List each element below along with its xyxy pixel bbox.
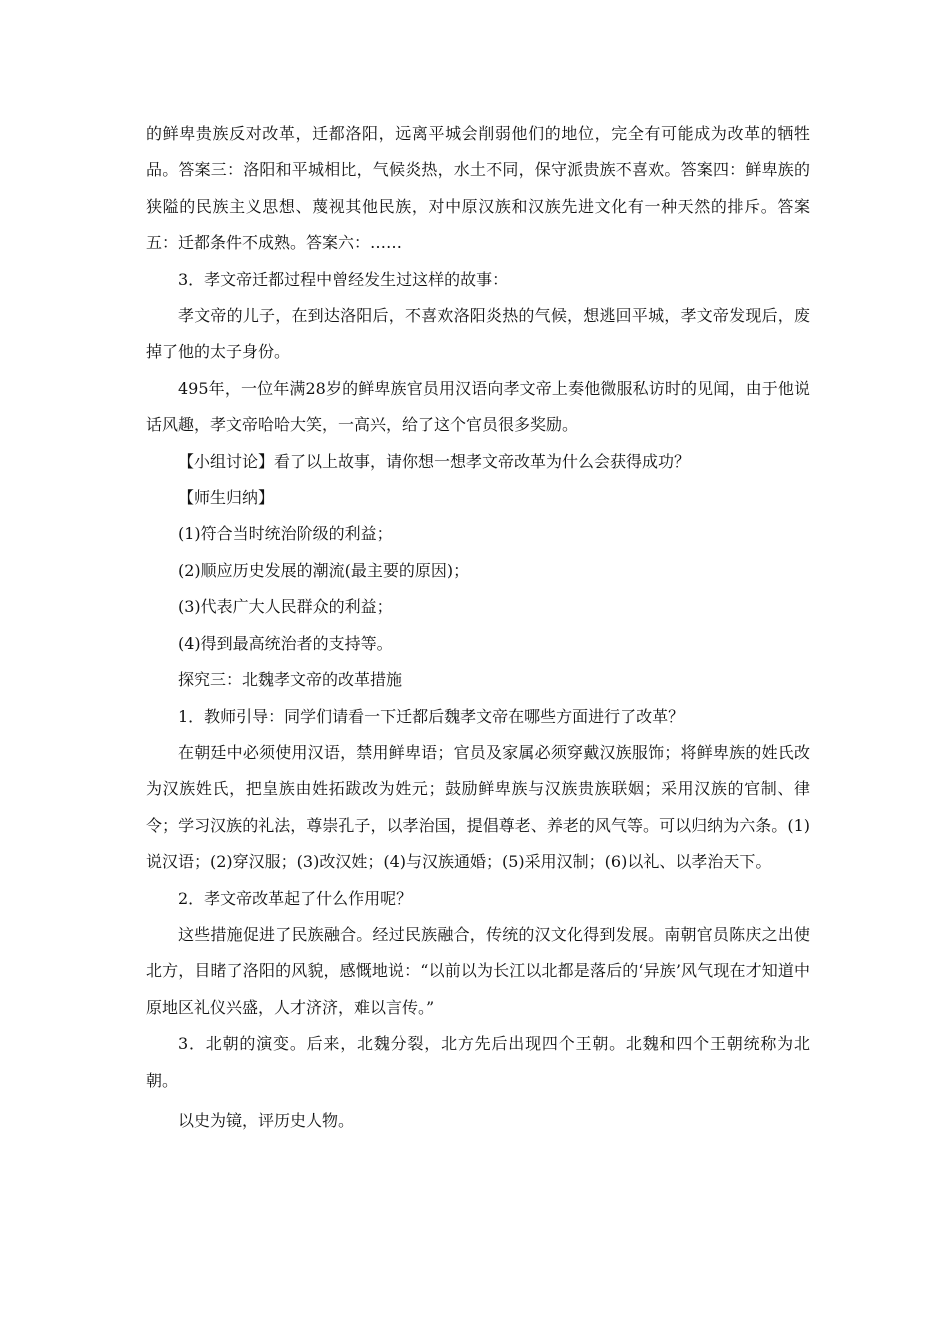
paragraph-closing: 以史为镜，评历史人物。 bbox=[178, 1110, 355, 1130]
paragraph-answers-continued: 的鲜卑贵族反对改革，迁都洛阳，远离平城会削弱他们的地位，完全有可能成为改革的牺牲品。答案三：洛阳和平城相比，气候炎热，水土不同，保守派贵族不喜欢。答案四：鲜卑族的狭隘的民族主义思想、蔑视其他民族，对中原汉族和汉族先进文化有一种天然的排斥。答案五：迁都条件不成熟。答案六：…… bbox=[146, 124, 810, 253]
list-item-reason-2: (2)顺应历史发展的潮流(最主要的原因)； bbox=[178, 560, 470, 580]
list-item-reason-1: (1)符合当时统治阶级的利益； bbox=[178, 524, 393, 544]
section-heading-inquiry-3: 探究三：北魏孝文帝的改革措施 bbox=[178, 670, 403, 690]
paragraph-summary-heading: 【师生归纳】 bbox=[178, 488, 275, 508]
document-body bbox=[146, 116, 810, 1139]
paragraph-story-heading: 3．孝文帝迁都过程中曾经发生过这样的故事： bbox=[178, 269, 509, 289]
paragraph-northern-dynasties: 3．北朝的演变。后来，北魏分裂，北方先后出现四个王朝。北魏和四个王朝统称为北朝。 bbox=[146, 1034, 810, 1090]
list-item-reason-4: (4)得到最高统治者的支持等。 bbox=[178, 633, 393, 653]
paragraph-story-prince: 孝文帝的儿子，在到达洛阳后，不喜欢洛阳炎热的气候，想逃回平城，孝文帝发现后，废掉了他的太子身份。 bbox=[146, 306, 810, 362]
paragraph-teacher-guide: 1．教师引导：同学们请看一下迁都后魏孝文帝在哪些方面进行了改革？ bbox=[178, 706, 685, 726]
paragraph-reform-effect-question: 2．孝文帝改革起了什么作用呢？ bbox=[178, 888, 413, 908]
paragraph-reform-effect: 这些措施促进了民族融合。经过民族融合，传统的汉文化得到发展。南朝官员陈庆之出使北方，目睹了洛阳的风貌，感慨地说：“以前以为长江以北都是落后的‘异族’风气现在才知道中原地区礼仪兴盛，人才济济，难以言传。” bbox=[146, 924, 810, 1017]
paragraph-group-discussion: 【小组讨论】看了以上故事，请你想一想孝文帝改革为什么会获得成功？ bbox=[178, 451, 691, 471]
list-item-reason-3: (3)代表广大人民群众的利益； bbox=[178, 597, 393, 617]
paragraph-reform-measures: 在朝廷中必须使用汉语，禁用鲜卑语；官员及家属必须穿戴汉族服饰；将鲜卑族的姓氏改为汉族姓氏，把皇族由姓拓跋改为姓元；鼓励鲜卑族与汉族贵族联姻；采用汉族的官制、律令；学习汉族的礼法，尊崇孔子，以孝治国，提倡尊老、养老的风气等。可以归纳为六条。(1)说汉语；(2)穿汉服；(3)改汉姓；(4)与汉族通婚；(5)采用汉制；(6)以礼、以孝治天下。 bbox=[146, 742, 810, 872]
paragraph-story-official: 495年，一位年满28岁的鲜卑族官员用汉语向孝文帝上奏他微服私访时的见闻，由于他说话风趣，孝文帝哈哈大笑，一高兴，给了这个官员很多奖励。 bbox=[146, 378, 810, 435]
